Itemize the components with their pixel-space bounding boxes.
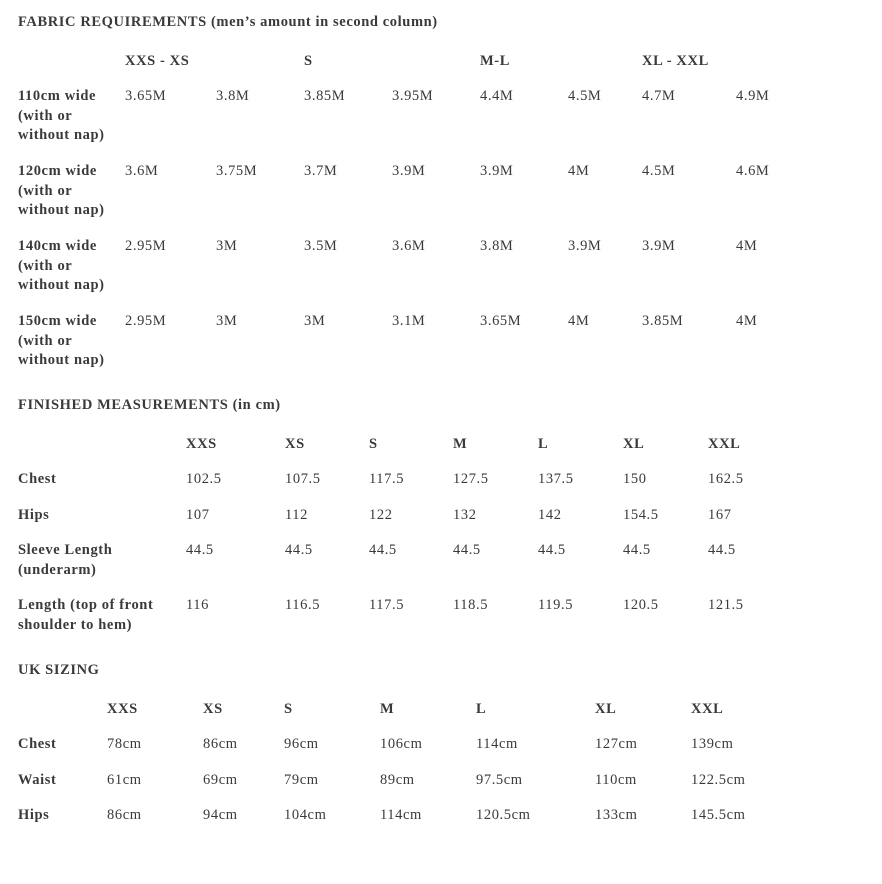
fabric-cell: 3.5M: [304, 238, 338, 254]
finished-column-header: XS: [285, 436, 305, 452]
fabric-cell: 3.6M: [125, 163, 159, 179]
fabric-cell: 3.7M: [304, 163, 338, 179]
finished-cell: 117.5: [369, 471, 405, 487]
fabric-cell: 4.4M: [480, 88, 514, 104]
fabric-cell: 4.5M: [568, 88, 602, 104]
uk-row-label: Waist: [18, 772, 57, 788]
uk-cell: 86cm: [107, 807, 142, 823]
fabric-cell: 4.6M: [736, 163, 770, 179]
fabric-cell: 3.95M: [392, 88, 434, 104]
finished-cell: 44.5: [623, 542, 651, 558]
uk-cell: 104cm: [284, 807, 327, 823]
uk-cell: 114cm: [380, 807, 422, 823]
finished-cell: 150: [623, 471, 647, 487]
fabric-cell: 2.95M: [125, 238, 167, 254]
fabric-row-label: (with or: [18, 257, 73, 274]
finished-cell: 112: [285, 507, 309, 523]
finished-cell: 44.5: [369, 542, 397, 558]
finished-cell: 44.5: [285, 542, 313, 558]
fabric-row-label: (with or: [18, 182, 73, 199]
uk-cell: 97.5cm: [476, 772, 523, 788]
finished-cell: 132: [453, 507, 477, 523]
fabric-cell: 3M: [216, 313, 238, 329]
finished-cell: 137.5: [538, 471, 574, 487]
fabric-row-label: (with or: [18, 332, 73, 349]
finished-column-header: XXL: [708, 436, 741, 452]
finished-cell: 44.5: [538, 542, 566, 558]
fabric-cell: 3M: [216, 238, 238, 254]
uk-cell: 120.5cm: [476, 807, 531, 823]
fabric-cell: 4M: [736, 238, 758, 254]
fabric-row-label: without nap): [18, 277, 105, 294]
finished-cell: 116.5: [285, 597, 321, 613]
uk-cell: 96cm: [284, 736, 319, 752]
finished-cell: 154.5: [623, 507, 659, 523]
finished-cell: 44.5: [186, 542, 214, 558]
finished-cell: 117.5: [369, 597, 405, 613]
uk-cell: 139cm: [691, 736, 734, 752]
finished-column-header: XL: [623, 436, 645, 452]
finished-cell: 118.5: [453, 597, 489, 613]
fabric-row-label: 150cm wide: [18, 313, 97, 329]
finished-cell: 120.5: [623, 597, 659, 613]
fabric-cell: 3.1M: [392, 313, 426, 329]
finished-cell: 44.5: [453, 542, 481, 558]
uk-cell: 106cm: [380, 736, 423, 752]
fabric-cell: 4M: [568, 313, 590, 329]
uk-column-header: M: [380, 701, 395, 717]
uk-cell: 114cm: [476, 736, 518, 752]
fabric-cell: 3.9M: [568, 238, 602, 254]
fabric-column-header: M-L: [480, 53, 510, 69]
uk-cell: 61cm: [107, 772, 142, 788]
uk-cell: 94cm: [203, 807, 238, 823]
uk-cell: 133cm: [595, 807, 638, 823]
finished-row-label: (underarm): [18, 561, 97, 578]
uk-cell: 78cm: [107, 736, 142, 752]
finished-column-header: S: [369, 436, 378, 452]
fabric-row-label: 110cm wide: [18, 88, 97, 104]
finished-column-header: XXS: [186, 436, 217, 452]
fabric-row-label: 140cm wide: [18, 238, 97, 254]
fabric-row-label: without nap): [18, 352, 105, 369]
fabric-cell: 4.7M: [642, 88, 676, 104]
finished-column-header: L: [538, 436, 549, 452]
finished-section-title: FINISHED MEASUREMENTS (in cm): [18, 397, 281, 413]
uk-cell: 86cm: [203, 736, 238, 752]
finished-row-label: Sleeve Length: [18, 542, 113, 558]
fabric-cell: 3.8M: [480, 238, 514, 254]
finished-cell: 121.5: [708, 597, 744, 613]
fabric-column-header: XL - XXL: [642, 53, 709, 69]
fabric-row-label: (with or: [18, 107, 73, 124]
uk-cell: 145.5cm: [691, 807, 746, 823]
finished-cell: 116: [186, 597, 210, 613]
uk-cell: 89cm: [380, 772, 415, 788]
fabric-cell: 3.6M: [392, 238, 426, 254]
uk-cell: 79cm: [284, 772, 319, 788]
fabric-column-header: XXS - XS: [125, 53, 190, 69]
finished-cell: 44.5: [708, 542, 736, 558]
fabric-cell: 3.8M: [216, 88, 250, 104]
fabric-row-label: without nap): [18, 127, 105, 144]
finished-row-label: Hips: [18, 507, 50, 523]
uk-column-header: L: [476, 701, 487, 717]
uk-section-title: UK SIZING: [18, 662, 100, 678]
fabric-cell: 3.75M: [216, 163, 258, 179]
fabric-cell: 3.9M: [392, 163, 426, 179]
uk-column-header: XL: [595, 701, 617, 717]
uk-column-header: XS: [203, 701, 223, 717]
finished-cell: 119.5: [538, 597, 574, 613]
finished-cell: 107.5: [285, 471, 321, 487]
fabric-cell: 3.9M: [642, 238, 676, 254]
fabric-cell: 2.95M: [125, 313, 167, 329]
uk-cell: 69cm: [203, 772, 238, 788]
uk-column-header: XXS: [107, 701, 138, 717]
fabric-section-title: FABRIC REQUIREMENTS (men’s amount in second column): [18, 14, 438, 30]
fabric-row-label: without nap): [18, 202, 105, 219]
uk-row-label: Hips: [18, 807, 50, 823]
uk-cell: 110cm: [595, 772, 637, 788]
uk-cell: 122.5cm: [691, 772, 746, 788]
fabric-cell: 3.85M: [642, 313, 684, 329]
uk-column-header: XXL: [691, 701, 724, 717]
fabric-cell: 4.9M: [736, 88, 770, 104]
finished-cell: 122: [369, 507, 393, 523]
fabric-column-header: S: [304, 53, 313, 69]
finished-row-label: Length (top of front: [18, 597, 154, 613]
fabric-cell: 4M: [736, 313, 758, 329]
finished-column-header: M: [453, 436, 468, 452]
fabric-cell: 3M: [304, 313, 326, 329]
uk-row-label: Chest: [18, 736, 57, 752]
fabric-cell: 3.9M: [480, 163, 514, 179]
finished-cell: 162.5: [708, 471, 744, 487]
finished-cell: 107: [186, 507, 210, 523]
fabric-cell: 4.5M: [642, 163, 676, 179]
finished-cell: 127.5: [453, 471, 489, 487]
uk-column-header: S: [284, 701, 293, 717]
finished-row-label: Chest: [18, 471, 57, 487]
finished-row-label: shoulder to hem): [18, 616, 133, 633]
finished-cell: 142: [538, 507, 562, 523]
finished-cell: 167: [708, 507, 732, 523]
fabric-cell: 3.85M: [304, 88, 346, 104]
uk-cell: 127cm: [595, 736, 638, 752]
fabric-row-label: 120cm wide: [18, 163, 97, 179]
fabric-cell: 3.65M: [480, 313, 522, 329]
fabric-cell: 4M: [568, 163, 590, 179]
finished-cell: 102.5: [186, 471, 222, 487]
fabric-cell: 3.65M: [125, 88, 167, 104]
